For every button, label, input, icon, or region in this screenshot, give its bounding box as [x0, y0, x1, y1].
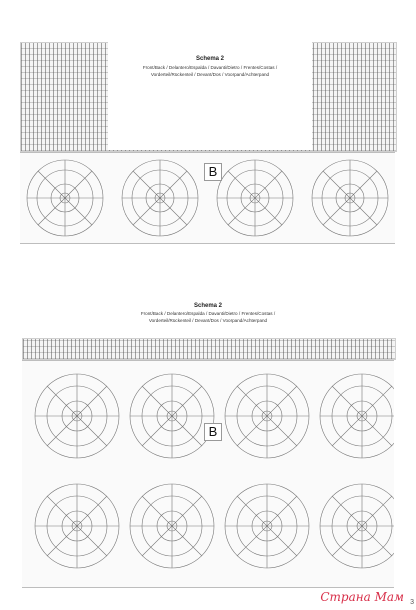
bottom-crochet-chart	[0, 290, 416, 590]
top-chart-caption-line2: Vorderteil/Rückenteil / Devant/Dos / Voorpand/Achterpand	[150, 72, 270, 77]
watermark-logo: Страна Мам	[320, 590, 404, 604]
bottom-chart-caption-line1: Front/Back / Delantero/Espalda / Davanti/Dietro / Frentes/Costas /	[140, 311, 276, 316]
bottom-chart-motif-band	[22, 360, 394, 588]
top-crochet-chart	[0, 0, 416, 300]
page-number: 3	[410, 599, 414, 606]
bottom-chart-marker-b: B	[204, 423, 222, 441]
top-chart-caption-area	[108, 40, 312, 150]
top-chart-title: Schema 2	[195, 56, 225, 62]
bottom-chart-title: Schema 2	[193, 303, 223, 309]
top-chart-marker-b: B	[204, 163, 222, 181]
bottom-chart-border-rows	[22, 338, 396, 360]
top-chart-caption-line1: Front/Back / Delantero/Espalda / Davanti/Dietro / Frentes/Costas /	[142, 65, 278, 70]
top-chart-motif-band	[20, 152, 395, 244]
bottom-chart-caption-line2: Vorderteil/Rückenteil / Devant/Dos / Voorpand/Achterpand	[148, 318, 268, 323]
bottom-chart-pinwheel-motifs	[22, 361, 394, 587]
